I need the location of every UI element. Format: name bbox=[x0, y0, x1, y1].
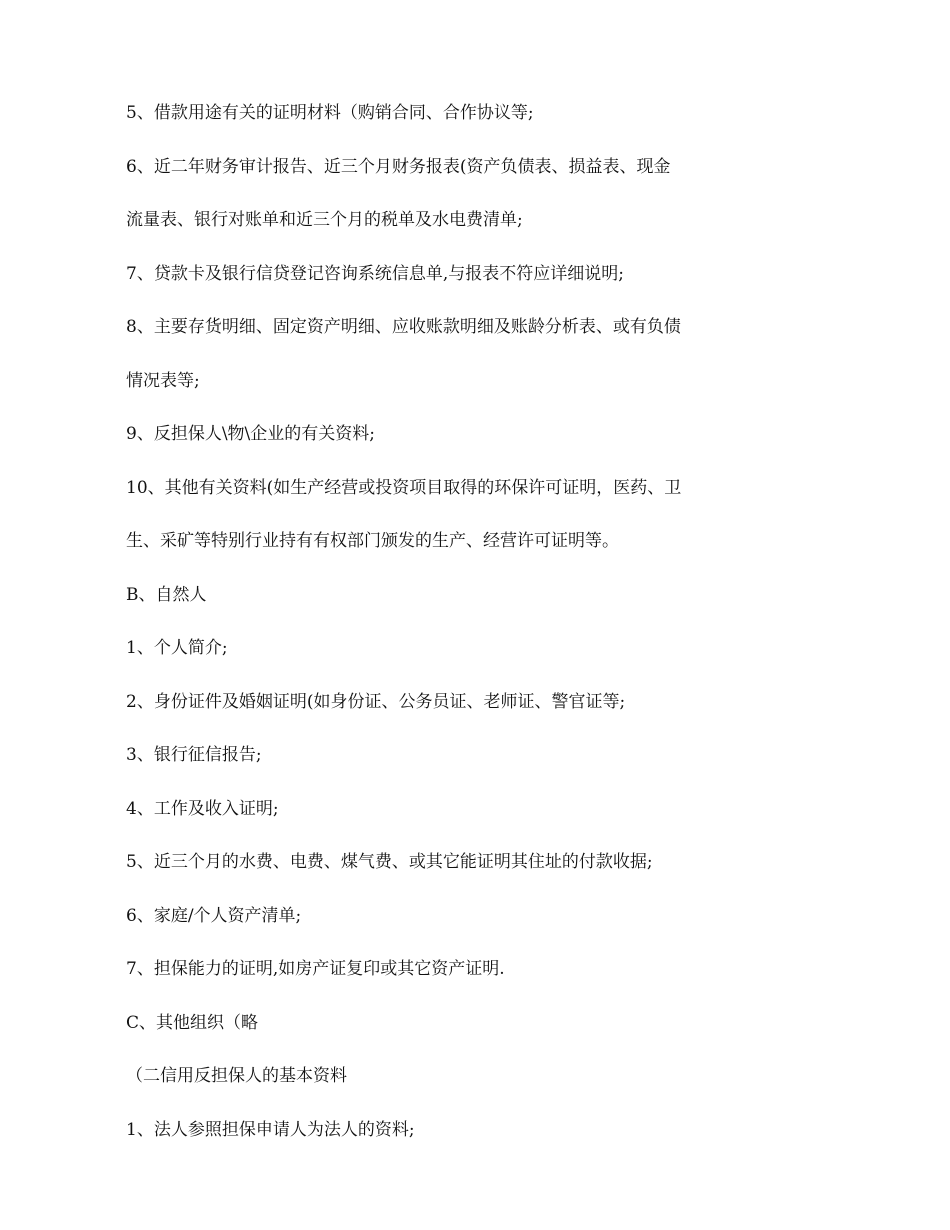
text-line: 1、法人参照担保申请人为法人的资料; bbox=[126, 1119, 415, 1140]
text-line: 7、担保能力的证明,如房产证复印或其它资产证明. bbox=[126, 959, 505, 979]
section-heading: B、自然人 bbox=[126, 584, 207, 605]
document-body bbox=[126, 98, 746, 1168]
text-line: 5、借款用途有关的证明材料（购销合同、合作协议等; bbox=[126, 103, 534, 123]
text-line: 4、工作及收入证明; bbox=[126, 798, 279, 819]
text-line: 8、主要存货明细、固定资产明细、应收账款明细及账龄分析表、或有负债 bbox=[126, 317, 681, 337]
text-line: 1、个人简介; bbox=[126, 638, 228, 658]
text-line: 7、贷款卡及银行信贷登记咨询系统信息单,与报表不符应详细说明; bbox=[126, 263, 624, 284]
text-line: 情况表等; bbox=[126, 370, 200, 391]
text-line: 3、银行征信报告; bbox=[126, 745, 262, 765]
text-line: 9、反担保人\物\企业的有关资料; bbox=[126, 424, 375, 444]
text-line: 5、近三个月的水费、电费、煤气费、或其它能证明其住址的付款收据; bbox=[126, 852, 653, 872]
text-line: 6、家庭/个人资产清单; bbox=[126, 905, 302, 926]
text-line: 2、身份证件及婚姻证明(如身份证、公务员证、老师证、警官证等; bbox=[126, 691, 626, 712]
text-line: 10、其他有关资料(如生产经营或投资项目取得的环保许可证明，医药、卫 bbox=[126, 477, 682, 498]
section-heading: （二信用反担保人的基本资料 bbox=[126, 1066, 347, 1086]
section-heading: C、其他组织（略 bbox=[126, 1012, 259, 1033]
text-line: 流量表、银行对账单和近三个月的税单及水电费清单; bbox=[126, 210, 523, 230]
text-line: 6、近二年财务审计报告、近三个月财务报表(资产负债表、损益表、现金 bbox=[126, 156, 671, 177]
text-line: 生、采矿等特别行业持有有权部门颁发的生产、经营许可证明等。 bbox=[126, 531, 619, 551]
